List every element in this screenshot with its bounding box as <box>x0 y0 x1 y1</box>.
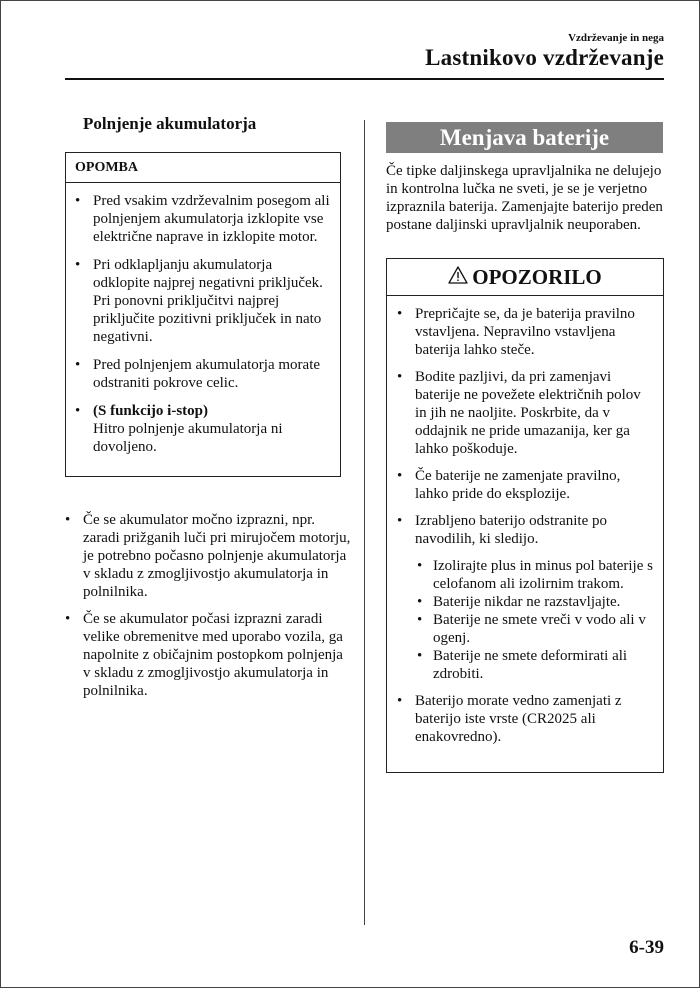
note-item: • Pred polnjenjem akumulatorja morate odstraniti pokrove celic. <box>93 356 332 392</box>
note-box <box>65 152 341 477</box>
warning-item-disposal <box>415 512 655 683</box>
warning-item-text: Izrabljeno baterijo odstranite po navodilih, ki sledijo. <box>415 513 608 547</box>
note-item-istop <box>93 402 332 456</box>
sub-item: • Baterije ne smete vreči v vodo ali v ogenj. <box>433 611 655 647</box>
sub-item: • Izolirajte plus in minus pol baterije s celofanom ali izolirnim trakom. <box>433 557 655 593</box>
warning-box <box>386 258 664 773</box>
page-title: Lastnikovo vzdrževanje <box>425 45 664 70</box>
warning-item: • Prepričajte se, da je baterija pravilno vstavljena. Nepravilno vstavljena baterija lahko steče. <box>415 305 655 359</box>
istop-label: • (S funkcijo i-stop) <box>93 403 209 419</box>
warning-title: OPOZORILO <box>472 264 602 289</box>
column-divider <box>364 120 365 925</box>
note-item: • Pri odklapljanju akumulatorja odklopite najprej negativni priključek. Pri ponovni priključitvi najprej priključite pozitivni priključek in nato negativni. <box>93 256 332 346</box>
note-item: • Pred vsakim vzdrževalnim posegom ali polnjenjem akumulatorja izklopite vse električne naprave in izklopite motor. <box>93 192 332 246</box>
header-divider <box>65 78 664 80</box>
list-item: • Če se akumulator močno izprazni, npr. zaradi prižganih luči pri mirujočem motorju, je potrebno počasno polnjenje akumulatorja v skladu z zmogljivostjo akumulatorja in polnilnika. <box>83 511 353 601</box>
sub-item: • Baterije ne smete deformirati ali zdrobiti. <box>433 647 655 683</box>
intro-paragraph: Če tipke daljinskega upravljalnika ne delujejo in kontrolna lučka ne sveti, je se je verjetno izpraznila baterija. Zamenjajte baterijo preden postane daljinski upravljalnik neuporaben. <box>386 163 663 233</box>
section-banner-battery-replacement: Menjava baterije <box>386 122 663 153</box>
note-list <box>66 183 340 456</box>
warning-item: • Bodite pazljivi, da pri zamenjavi baterije ne povežete električnih polov in jih ne naoljite. Poskrbite, da v oddajnik ne pride umazanija, ker ga lahko poškoduje. <box>415 368 655 458</box>
note-title: OPOMBA <box>66 153 340 183</box>
warning-list <box>387 296 663 746</box>
section-name: Vzdrževanje in nega <box>568 32 664 44</box>
charging-list <box>83 511 353 709</box>
warning-triangle-icon <box>448 265 468 290</box>
section-heading-battery-charging: Polnjenje akumulatorja <box>83 114 257 133</box>
list-item: • Če se akumulator počasi izprazni zaradi velike obremenitve med uporabo vozila, ga napolnite z običajnim postopkom polnjenja v skladu z zmogljivostjo akumulatorja in polnilnika. <box>83 610 353 700</box>
warning-item: • Če baterije ne zamenjate pravilno, lahko pride do eksplozije. <box>415 467 655 503</box>
warning-header <box>387 259 663 296</box>
disposal-sub-list <box>415 557 655 683</box>
warning-item: • Baterijo morate vedno zamenjati z baterijo iste vrste (CR2025 ali enakovredno). <box>415 692 655 746</box>
istop-text: Hitro polnjenje akumulatorja ni dovoljeno. <box>93 421 283 455</box>
page-number: 6-39 <box>629 937 664 958</box>
sub-item: • Baterije nikdar ne razstavljajte. <box>433 593 655 611</box>
